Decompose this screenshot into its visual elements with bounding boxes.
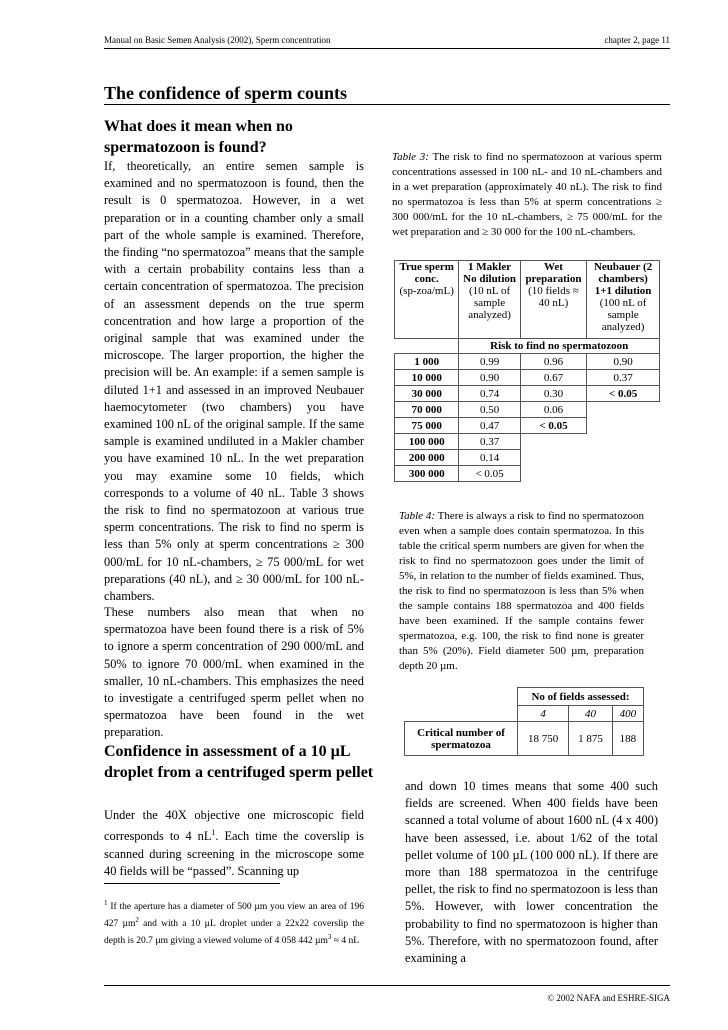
page-title: The confidence of sperm counts (104, 83, 347, 103)
t3-h2-bold: Wet preparation (525, 261, 582, 285)
table3 (394, 260, 660, 482)
table3-risk-cell (520, 466, 586, 482)
table3-row (395, 450, 660, 466)
table4-field-400: 400 (612, 706, 643, 722)
table3-risk-cell (587, 466, 660, 482)
running-header-left: Manual on Basic Semen Analysis (2002), Sperm concentration (104, 35, 331, 45)
table3-row (395, 370, 660, 386)
running-header-right: chapter 2, page 11 (604, 35, 670, 45)
table3-risk-cell (520, 450, 586, 466)
table3-conc-cell: 30 000 (395, 386, 459, 402)
table3-row (395, 466, 660, 482)
table3-row (395, 386, 660, 402)
table3-conc-cell: 10 000 (395, 370, 459, 386)
table4-caption (399, 509, 644, 674)
table3-conc-cell: 1 000 (395, 354, 459, 370)
table3-risk-cell: 0.14 (459, 450, 520, 466)
table3-risk-cell: 0.74 (459, 386, 520, 402)
table3-risk-cell: 0.37 (587, 370, 660, 386)
t3-h0-bold: True sperm conc. (399, 261, 454, 285)
footnote-text-b: and with a 10 µL droplet under a 22x22 coverslip the depth is 20.7 µm giving a viewed volume of 4 058 442 µm (104, 919, 364, 947)
table3-row (395, 434, 660, 450)
table4-field-40: 40 (569, 706, 612, 722)
table4-fields-header: No of fields assessed: (518, 688, 644, 706)
table3-risk-cell: < 0.05 (587, 386, 660, 402)
t3-h1-bold: 1 Makler No dilution (463, 261, 517, 285)
footnote-text-a: If the aperture has a diameter of 500 µm you view an area of 196 427 µm (104, 902, 364, 930)
table4-value-4: 18 750 (518, 722, 569, 756)
table3-risk-cell: 0.47 (459, 418, 520, 434)
t3-h0-normal: (sp-zoa/mL) (399, 285, 454, 297)
table3-risk-cell: 0.37 (459, 434, 520, 450)
table3-risk-cell (587, 434, 660, 450)
t3-h2-normal: (10 fields ≈ 40 nL) (528, 285, 579, 309)
t3-h1-normal: (10 nL of sample analyzed) (468, 285, 511, 321)
section-heading-centrifuged-pellet: Confidence in assessment of a 10 µL droplet from a centrifuged sperm pellet (104, 743, 374, 781)
table3-conc-cell: 100 000 (395, 434, 459, 450)
table3-risk-cell: 0.90 (587, 354, 660, 370)
table3-caption (392, 150, 662, 240)
footer-copyright: © 2002 NAFA and ESHRE-SIGA (547, 993, 670, 1003)
table3-risk-cell (587, 418, 660, 434)
footer-rule (104, 985, 670, 986)
table3-row (395, 418, 660, 434)
table3-risk-cell (587, 450, 660, 466)
footnote-sup-b: 3 (327, 933, 332, 942)
table3-conc-cell: 70 000 (395, 402, 459, 418)
table4-label: Table 4: (399, 510, 436, 522)
t3-h3-normal: (100 nL of sample analyzed) (599, 297, 647, 333)
footnote-mark: 1 (104, 899, 108, 907)
section1-paragraph-2-text: These numbers also mean that when no spermatozoa have been found there is a risk of 5% to ignore a sperm concentration of 290 000/mL and 50% to ignore 70 000/mL when examined in the smaller, 10 nL-chambers. This emphasizes the need to investigate a centrifuged sperm pellet when no spermatozoa have been found in the wet preparation. (104, 605, 364, 740)
table3-header-conc (395, 261, 459, 339)
table3-conc-cell: 75 000 (395, 418, 459, 434)
table3-row (395, 354, 660, 370)
table3-risk-cell: 0.06 (520, 402, 586, 418)
header-rule (104, 48, 670, 49)
table3-header-wet (520, 261, 586, 339)
table4-value-400: 188 (612, 722, 643, 756)
table3-risk-cell: 0.67 (520, 370, 586, 386)
section1-paragraph-1-text: If, theoretically, an entire semen sample is examined and no spermatozoon is found, then the result is 0 spermatozoa. However, in a wet preparation or in a counting chamber only a small part of the whole sample is examined. Therefore, the finding “no spermatozoa” means that the sample with a certain probability contains less than a certain concentration of spermatozoa. The precision of an assessment depends on the true sperm concentration and how large a proportion of the original sample that was examined under the microscope. The larger proportion, the higher the precision will be. An example: if a semen sample is diluted 1+1 and assessed in an improved Neubauer haemocytometer (two chambers) you have examined 100 nL of the original sample. If the same sample is examined undiluted in a Makler chamber you have examined 10 nL. In the wet preparation you may examine some 10 fields, which corresponds to a volume of 40 nL. Table 3 shows the risk to find no spermatozoon at various true sperm concentrations. The risk to find no sperm is less than 5% only at sperm concentrations ≥ 300 000/mL for 10 nL-chambers, ≥ 75 000/mL for wet preparations (40 nL), and ≥ 30 000/mL for 100 nL-chambers. (104, 159, 364, 604)
title-rule (104, 104, 670, 105)
table3-risk-cell: 0.96 (520, 354, 586, 370)
table3-risk-cell: < 0.05 (520, 418, 586, 434)
table3-subheader: Risk to find no spermatozoon (459, 339, 660, 354)
table3-header-neubauer (587, 261, 660, 339)
section1-paragraph-1 (104, 158, 364, 605)
section-heading-no-spermatozoon: What does it mean when no spermatozoon is found? (104, 118, 293, 156)
section1-paragraph-2 (104, 604, 364, 742)
footnote (104, 897, 364, 948)
table3-risk-cell: 0.50 (459, 402, 520, 418)
table3-body (395, 354, 660, 482)
table3-risk-cell: 0.90 (459, 370, 520, 386)
table3-label: Table 3: (392, 151, 429, 163)
table3-header-makler (459, 261, 520, 339)
table3-risk-cell: 0.99 (459, 354, 520, 370)
table3-risk-cell (587, 402, 660, 418)
section2-text-b: . Each time the coverslip is scanned during screening in the microscope some 40 fields will be “passed”. Scanning up (104, 829, 364, 878)
table3-conc-cell: 300 000 (395, 466, 459, 482)
footnote-sup-a: 2 (135, 916, 139, 925)
table4 (404, 687, 644, 756)
section2-paragraph-1 (104, 807, 364, 880)
table3-risk-cell: < 0.05 (459, 466, 520, 482)
table3-conc-cell: 200 000 (395, 450, 459, 466)
footnote-rule (104, 883, 280, 884)
table4-caption-text: There is always a risk to find no spermatozoon even when a sample does contain spermatozoa. In this table the critical sperm numbers are given for when the risk to find no spermatozoon goes under the limit of 5%, in relation to the number of fields examined. Thus, the risk to find no spermatozoon is less than 5% when the sample contains 188 spermatozoa and 400 fields have been examined. If the sample contains fewer spermatozoa, e.g. 100, the risk to find none is greater than 5% (20%). Field diameter 500 µm, preparation depth 20 µm. (399, 510, 644, 672)
table4-field-4: 4 (518, 706, 569, 722)
table4-row-label: Critical number of spermatozoa (405, 722, 518, 756)
table4-value-40: 1 875 (569, 722, 612, 756)
section2-paragraph-right (405, 778, 658, 967)
table3-caption-text: The risk to find no spermatozoon at various sperm concentrations assessed in 100 nL- and 10 nL-chambers and in a wet preparation (approximately 40 nL). The risk to find no spermatozoa is less than 5% at sperm concentrations ≥ 300 000/mL for the 10 nL-chambers, ≥ 75 000/mL for the wet preparation and ≥ 30 000 for the 100 nL-chambers. (392, 151, 662, 238)
table3-risk-cell (520, 434, 586, 450)
table3-risk-cell: 0.30 (520, 386, 586, 402)
section2-paragraph-right-text: and down 10 times means that some 400 such fields are screened. When 400 fields have been scanned a total volume of about 1600 nL (4 x 400) have been assessed, i.e. about 1/62 of the total pellet volume of 100 µL (100 000 nL). If there are more than 188 spermatozoa in the centrifuge pellet, the risk to find no spermatozoon is less than 5%. However, with lower concentration the probability to find no spermatozoon is higher than 5%. Therefore, with no spermatozoon found, after examining a (405, 779, 658, 966)
footnote-ref: 1 (211, 828, 216, 838)
t3-h3-bold: Neubauer (2 chambers) 1+1 dilution (593, 261, 653, 297)
section2-text-a: Under the 40X objective one microscopic field corresponds to 4 nL (104, 808, 364, 844)
footnote-text-c: ≈ 4 nL (331, 936, 360, 947)
table3-row (395, 402, 660, 418)
